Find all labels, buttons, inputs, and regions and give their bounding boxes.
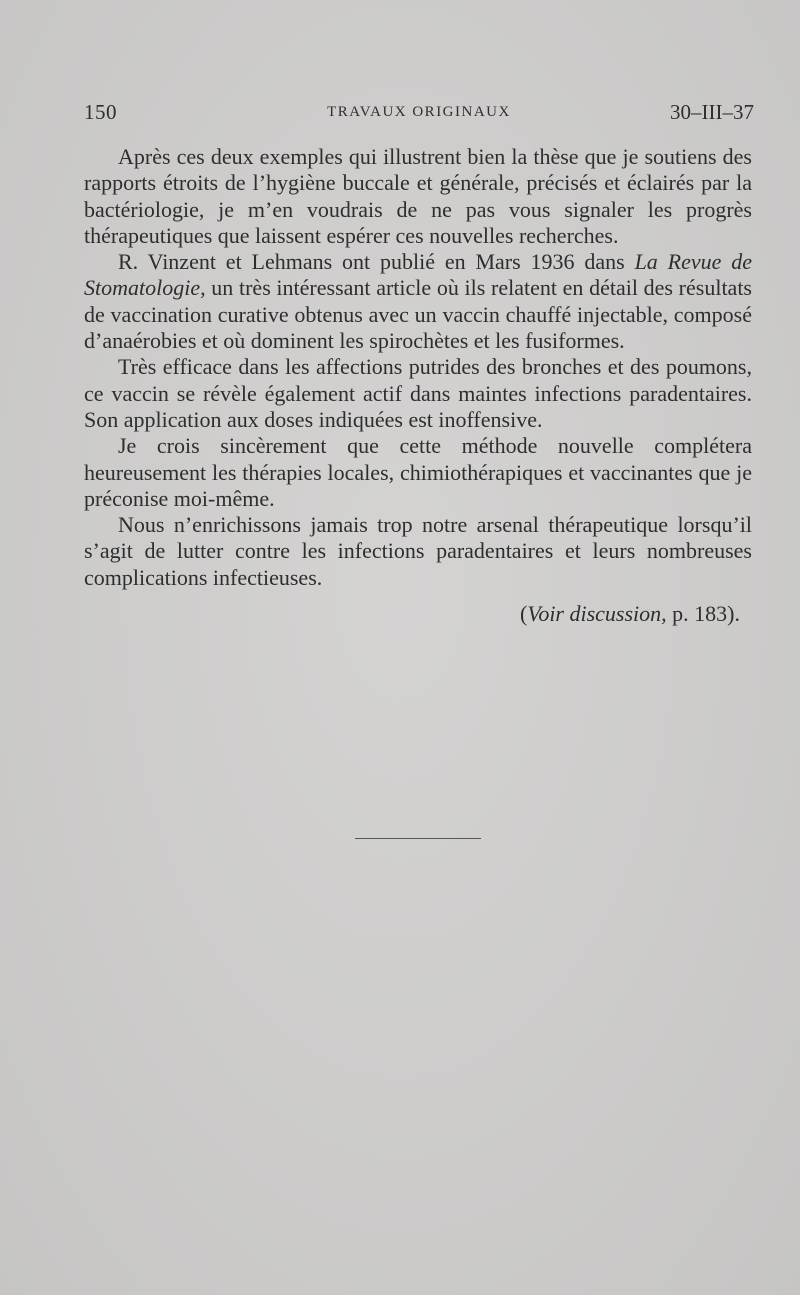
paragraph-2-text-end: un très intéressant article où ils relatent en détail des résultats de vaccination curative obtenus avec un vaccin chauffé injectable, composé d’anaérobies et où dominent les spirochètes et les fusiformes. xyxy=(84,275,752,354)
paragraph-3: Très efficace dans les affections putrides des bronches et des poumons, ce vaccin se révèle également actif dans maintes infections paradentaires. Son application aux doses indiquées est inoffensive. xyxy=(84,354,752,432)
end-rule-divider xyxy=(355,838,481,839)
discussion-reference xyxy=(84,601,752,627)
paragraph-2-text-start: R. Vinzent et Lehmans ont publié en Mars 1936 dans xyxy=(118,249,635,275)
running-title: TRAVAUX ORIGINAUX xyxy=(327,104,511,120)
reference-open-paren: ( xyxy=(519,601,528,627)
page-number: 150 xyxy=(84,100,117,124)
issue-date: 30–III–37 xyxy=(670,100,754,124)
reference-page: p. 183). xyxy=(666,601,740,627)
running-head xyxy=(84,100,754,126)
reference-label: Voir discussion, xyxy=(527,601,667,627)
paragraph-5: Nous n’enrichissons jamais trop notre arsenal thérapeutique lorsqu’il s’agit de lutter contre les infections paradentaires et leurs nombreuses complications infectieuses. xyxy=(84,512,752,590)
paragraph-1: Après ces deux exemples qui illustrent bien la thèse que je soutiens des rapports étroits de l’hygiène buccale et générale, précisés et éclairés par la bactériologie, je m’en voudrais de ne pas vous signaler les progrès thérapeutiques que laissent espérer ces nouvelles recherches. xyxy=(84,144,752,248)
paragraph-4: Je crois sincèrement que cette méthode nouvelle complétera heureusement les thérapies locales, chimiothérapiques et vaccinantes que je préconise moi-même. xyxy=(84,433,752,511)
article-body xyxy=(84,144,752,627)
journal-title: La Revue de Stomatologie, xyxy=(84,249,753,301)
paragraph-2 xyxy=(84,249,752,354)
